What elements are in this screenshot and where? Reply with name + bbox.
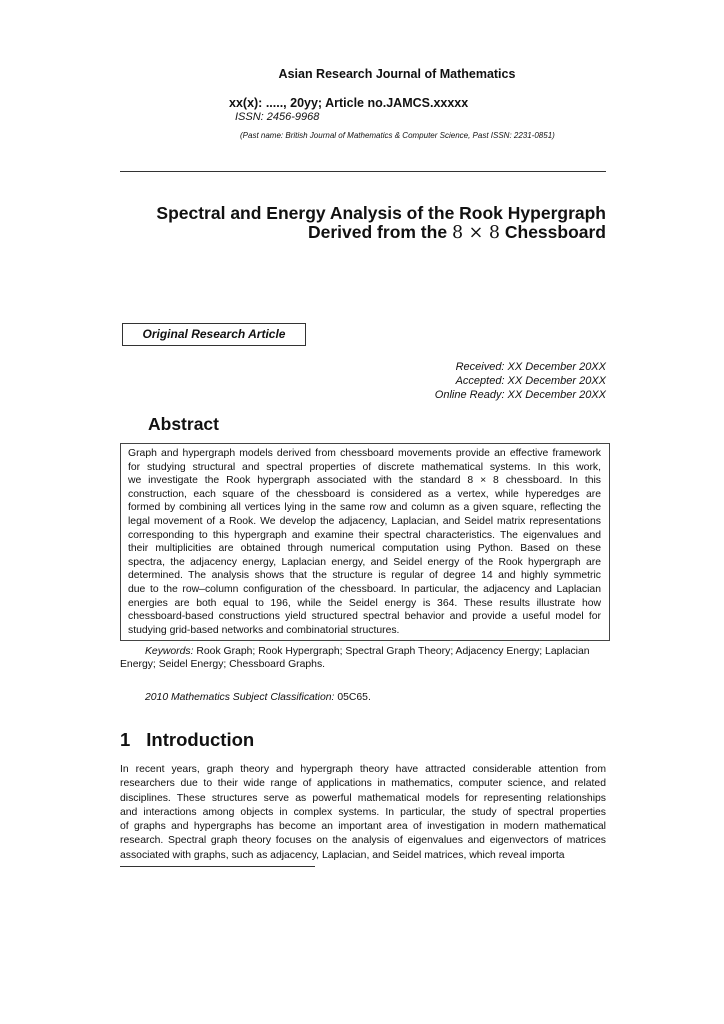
text-line: Graph and hypergraph models derived from chessboard movements provide an effective framework [128,448,601,459]
text-line: we investigate the Rook hypergraph associated with the standard 8 × 8 chessboard. In this [128,475,601,487]
article-type-badge: Original Research Article [122,323,306,346]
title-line-2 [156,223,606,243]
abstract-box [120,443,610,641]
section-title: Introduction [146,729,255,750]
section-heading [120,729,254,751]
text-line: of graphs and hypergraphs has become an important area of investigation in modern mathematical [120,821,606,833]
dates [435,360,606,402]
text-line: energies are both equal to 196, while the Seidel energy is 364. These results illustrate how [128,597,601,609]
keywords-text: Rook Graph; Rook Hypergraph; Spectral Graph Theory; Adjacency Energy; Laplacian [193,646,590,657]
journal-name: Asian Research Journal of Mathematics [278,67,516,81]
issn: ISSN: 2456-9968 [235,111,320,123]
text-line: determined. The analysis shows that the structure is regular of degree 14 and highly symmetric [128,570,601,582]
keywords-label: Keywords: [145,646,194,657]
online-date: Online Ready: XX December 20XX [434,389,606,401]
msc-classification [145,692,371,703]
abstract-heading: Abstract [148,414,219,434]
text-line: associated with graphs, such as adjacency, Laplacian, and Seidel matrices, which reveal importa [120,849,565,861]
title-text: Chessboard [500,222,606,242]
title-math: 8 × 8 [451,223,500,243]
received-date: Received: XX December 20XX [455,361,606,373]
past-name: (Past name: British Journal of Mathematics & Computer Science, Past ISSN: 2231-0851) [240,131,555,140]
text-line: In recent years, graph theory and hypergraph theory have attracted considerable attention from [120,764,606,775]
msc-value: 05C65. [334,692,371,703]
text-line: researchers due to their wide range of applications in mathematics, computer science, and related [120,778,606,790]
text-line: and interactions among objects in complex systems. In particular, the study of spectral properties [120,806,606,818]
text-line: spectra, the adjacency energy, Laplacian energy, and Seidel energy of the Rook hypergraph are [128,556,601,568]
keywords [145,645,605,659]
intro-paragraph [120,763,606,863]
accepted-date: Accepted: XX December 20XX [455,375,606,387]
text-line: legal movement of a Rook. We develop the adjacency, Laplacian, and Seidel matrix representations [128,515,601,527]
section-number: 1 [120,729,131,750]
paper-title [156,204,606,243]
text-line: corresponding to this hypergraph and examine their spectral characteristics. The eigenvalues and [128,529,601,541]
keywords-continued: Energy; Seidel Energy; Chessboard Graphs. [120,659,326,670]
text-line: their multiplicities are obtained through numerical computation using Python. Based on these [128,543,601,555]
msc-label: 2010 Mathematics Subject Classification: [145,692,335,703]
issue-info: xx(x): ....., 20yy; Article no.JAMCS.xxxxx [229,96,469,110]
header-divider [120,171,606,172]
footnote-rule [120,866,315,867]
text-line: chessboard-based constructions yield structured spectral behavior and provide a useful model for [128,611,601,623]
text-line: construction, each square of the chessboard is considered as a vertex, while hyperedges are [128,488,601,500]
title-text: Derived from the [308,222,452,242]
title-line-1: Spectral and Energy Analysis of the Rook Hypergraph [156,203,606,223]
text-line: research. Spectral graph theory focuses on the analysis of eigenvalues and eigenvectors of matrices [120,835,606,847]
text-line: studying grid-based networks and combinatorial structures. [128,624,400,636]
text-line: disciplines. These structures serve as powerful mathematical models for representing relationships [120,792,606,804]
text-line: for studying structural and spectral properties of discrete mathematical systems. In this work, [128,461,601,473]
text-line: formed by combining all vertices lying in the same row and column as a given square, reflecting the [128,502,601,514]
text-line: due to the row–column configuration of the chessboard. In particular, the adjacency and Laplacian [128,583,601,595]
